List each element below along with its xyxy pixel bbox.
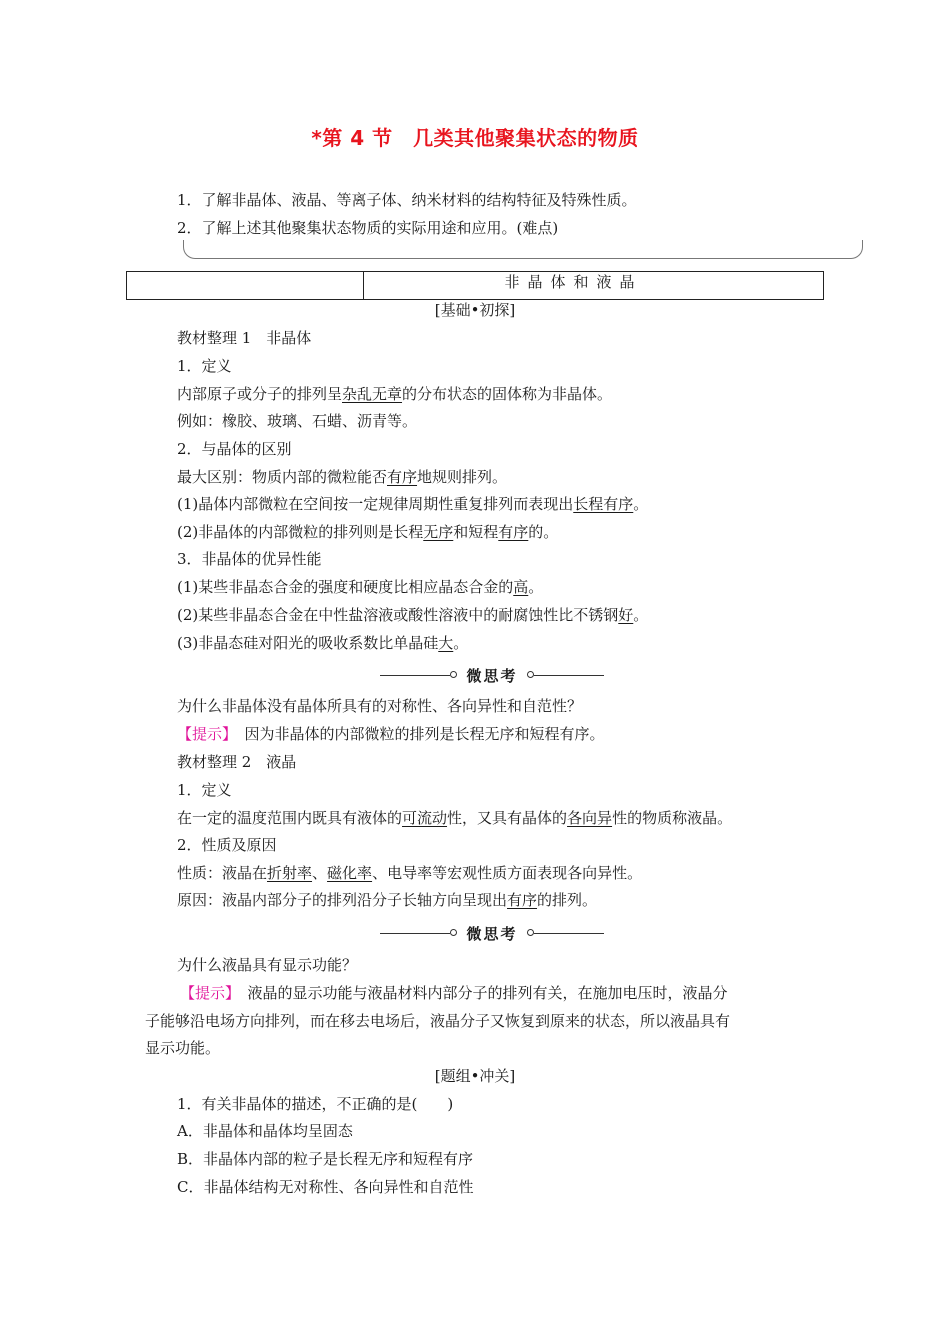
think-divider-2 [380,924,604,944]
think-label: 微思考 [466,667,518,685]
think1-question: 为什么非晶体没有晶体所具有的对称性、各向异性和自范性？ [177,697,583,715]
answer-blank: 长程有序 [573,495,634,513]
section1-definition-heading: 1．定义 [177,357,232,375]
divider-ring-right [527,671,534,678]
answer-blank: 折射率 [267,864,313,882]
section1-definition: 内部原子或分子的排列呈杂乱无章的分布状态的固体称为非晶体。 [177,385,613,403]
divider-line-right [534,675,604,676]
think2-answer-line2: 子能够沿电场方向排列，而在移去电场后，液晶分子又恢复到原来的状态，所以液晶具有 [145,1012,731,1030]
question1-stem: 1．有关非晶体的描述，不正确的是( ) [177,1095,454,1113]
answer-blank: 高 [513,578,529,596]
think2-answer-line1: 【提示】 液晶的显示功能与液晶材料内部分子的排列有关，在施加电压时，液晶分 [180,984,728,1002]
answer-blank: 可流动 [402,809,448,827]
question1-option-c: C．非晶体结构无对称性、各向异性和自范性 [177,1178,474,1196]
answer-blank: 杂乱无章 [342,385,403,403]
question1-option-b: B．非晶体内部的粒子是长程无序和短程有序 [177,1150,474,1168]
section1-adv-2: (2)某些非晶态合金在中性盐溶液或酸性溶液中的耐腐蚀性比不锈钢好。 [177,606,649,624]
banner-title: 非晶体和液晶 [504,273,643,291]
answer-blank: 各向异 [567,809,613,827]
section2-definition: 在一定的温度范围内既具有液体的可流动性，又具有晶体的各向异性的物质称液晶。 [177,809,733,827]
section2-heading: 教材整理 2 液晶 [177,753,297,771]
section1-point-2: (2)非晶体的内部微粒的排列则是长程无序和短程有序的。 [177,523,559,541]
think-divider-1 [380,666,604,686]
answer-blank: 有序 [498,523,529,541]
section2-property: 性质：液晶在折射率、磁化率、电导率等宏观性质方面表现各向异性。 [177,864,643,882]
section1-diff-heading: 2．与晶体的区别 [177,440,292,458]
divider-ring-right [527,929,534,936]
think1-answer: 【提示】 因为非晶体的内部微粒的排列是长程无序和短程有序。 [177,725,605,743]
section1-adv-3: (3)非晶态硅对阳光的吸收系数比单晶硅大。 [177,634,469,652]
think-label: 微思考 [466,925,518,943]
objective-1: 1．了解非晶体、液晶、等离子体、纳米材料的结构特征及特殊性质。 [177,191,637,209]
divider-line-right [534,933,604,934]
answer-blank: 好 [618,606,634,624]
page-title: *第 4 节 几类其他聚集状态的物质 [311,126,639,150]
section1-diff: 最大区别：物质内部的微粒能否有序地规则排列。 [177,468,508,486]
hint-label: 【提示】 [180,984,233,1002]
section1-heading: 教材整理 1 非晶体 [177,329,312,347]
section2-cause: 原因：液晶内部分子的排列沿分子长轴方向呈现出有序的排列。 [177,891,598,909]
section1-adv-heading: 3．非晶体的优异性能 [177,550,322,568]
think2-question: 为什么液晶具有显示功能？ [177,956,358,974]
think2-answer-line3: 显示功能。 [145,1039,221,1057]
section1-point-1: (1)晶体内部微粒在空间按一定规律周期性重复排列而表现出长程有序。 [177,495,649,513]
banner-left-cell [127,272,364,299]
section-banner [126,271,824,300]
practice-label: [题组•冲关] [434,1067,516,1085]
answer-blank: 磁化率 [327,864,373,882]
answer-blank: 有序 [507,891,538,909]
hint-label: 【提示】 [177,725,230,743]
objectives-bracket [183,240,863,259]
basic-explore-label: [基础•初探] [434,301,516,319]
section2-prop-heading: 2．性质及原因 [177,836,277,854]
section2-definition-heading: 1．定义 [177,781,232,799]
objective-2: 2．了解上述其他聚集状态物质的实际用途和应用。(难点) [177,219,559,237]
answer-blank: 有序 [387,468,418,486]
answer-blank: 无序 [423,523,454,541]
section1-example: 例如：橡胶、玻璃、石蜡、沥青等。 [177,412,418,430]
section1-adv-1: (1)某些非晶态合金的强度和硬度比相应晶态合金的高。 [177,578,544,596]
question1-option-a: A．非晶体和晶体均呈固态 [177,1122,353,1140]
answer-blank: 大 [438,634,454,652]
